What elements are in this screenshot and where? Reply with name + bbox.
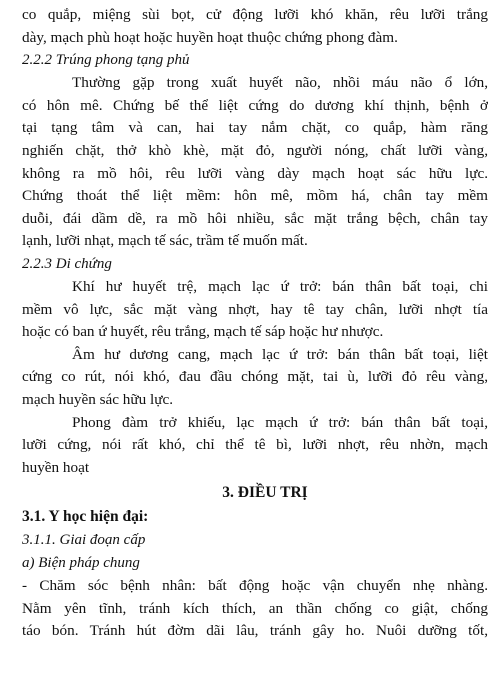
text-line: Chứng thoát thể liệt mềm: hôn mê, mồm há, chân tay mềm <box>22 187 488 205</box>
paragraph-khi-hu-huyet-tre <box>22 276 488 344</box>
text-line: duỗi, đái dầm dề, ra mồ hôi nhiều, sắc mặt trắng bệch, chân tay <box>22 209 488 227</box>
paragraph-cham-soc-benh-nhan <box>22 575 488 643</box>
text-line: có hôn mê. Chứng bế thể liệt cứng do dương khí thịnh, bệnh ở <box>22 96 488 114</box>
text-line: co quắp, miệng sùi bọt, cử động lưỡi khó khăn, rêu lưỡi trắng <box>22 6 488 23</box>
text-line: mạch huyền sác hữu lực. <box>22 390 173 408</box>
text-line: dày, mạch phù hoạt hoặc huyền hoạt thuộc chứng phong đàm. <box>22 28 398 46</box>
text-line: cứng co rút, nói khó, đau đầu chóng mặt, tai ù, lưỡi đỏ rêu vàng, <box>22 368 488 386</box>
paragraph-trung-phong-tang-phu <box>22 72 488 253</box>
text-line: nghiến chặt, thở khò khè, mặt đỏ, người nóng, chất lưỡi vàng, <box>22 141 488 159</box>
text-line: Khí hư huyết trệ, mạch lạc ứ trở: bán thân bất toại, chi <box>72 277 488 295</box>
text-line: mềm vô lực, sắc mặt vàng nhợt, hay tê tay chân, lưỡi nhợt tía <box>22 300 488 318</box>
text-line: lưỡi cứng, nói rất khó, chỉ thể tê bì, lưỡi nhợt, rêu nhờn, mạch <box>22 436 488 454</box>
subsection-heading-2-2-3: 2.2.3 Di chứng <box>22 255 112 272</box>
text-line: tại tạng tâm và can, hai tay nắm chặt, co quắp, hàm răng <box>22 119 488 137</box>
section-heading-dieu-tri: 3. ĐIỀU TRỊ <box>222 484 308 502</box>
text-line: huyền hoạt <box>22 458 90 476</box>
subsection-heading-a: a) Biện pháp chung <box>22 555 140 572</box>
text-line: Nằm yên tĩnh, tránh kích thích, an thần chống co giật, chống <box>22 599 488 617</box>
text-line: lạnh, lưỡi nhạt, mạch tế sác, trầm tế muốn mất. <box>22 232 308 250</box>
subsection-heading-3-1: 3.1. Y học hiện đại: <box>22 508 149 526</box>
document-page <box>22 4 488 643</box>
text-line: hoặc có ban ứ huyết, rêu trắng, mạch tế sáp hoặc hư nhược. <box>22 323 384 341</box>
text-line: táo bón. Tránh hút đờm dãi lâu, tránh gây ho. Nuôi dưỡng tốt, <box>22 622 488 640</box>
paragraph-phong-dam-tro-khieu <box>22 412 488 480</box>
text-line: Thường gặp trong xuất huyết não, nhồi máu não ổ lớn, <box>72 74 488 92</box>
paragraph-continuation <box>22 4 488 49</box>
subsection-heading-2-2-2: 2.2.2 Trúng phong tạng phủ <box>22 52 190 69</box>
paragraph-am-hu-duong-cang <box>22 344 488 412</box>
text-line: - Chăm sóc bệnh nhân: bất động hoặc vận chuyển nhẹ nhàng. <box>22 577 488 595</box>
text-line: Phong đàm trở khiếu, lạc mạch ứ trở: bán thân bất toại, <box>72 413 488 431</box>
text-line: không ra mồ hôi, rêu lưỡi vàng dày mạch hoạt sác hữu lực. <box>22 164 488 182</box>
text-line: Âm hư dương cang, mạch lạc ứ trở: bán thân bất toại, liệt <box>72 345 488 363</box>
subsection-heading-3-1-1: 3.1.1. Giai đoạn cấp <box>22 532 146 549</box>
